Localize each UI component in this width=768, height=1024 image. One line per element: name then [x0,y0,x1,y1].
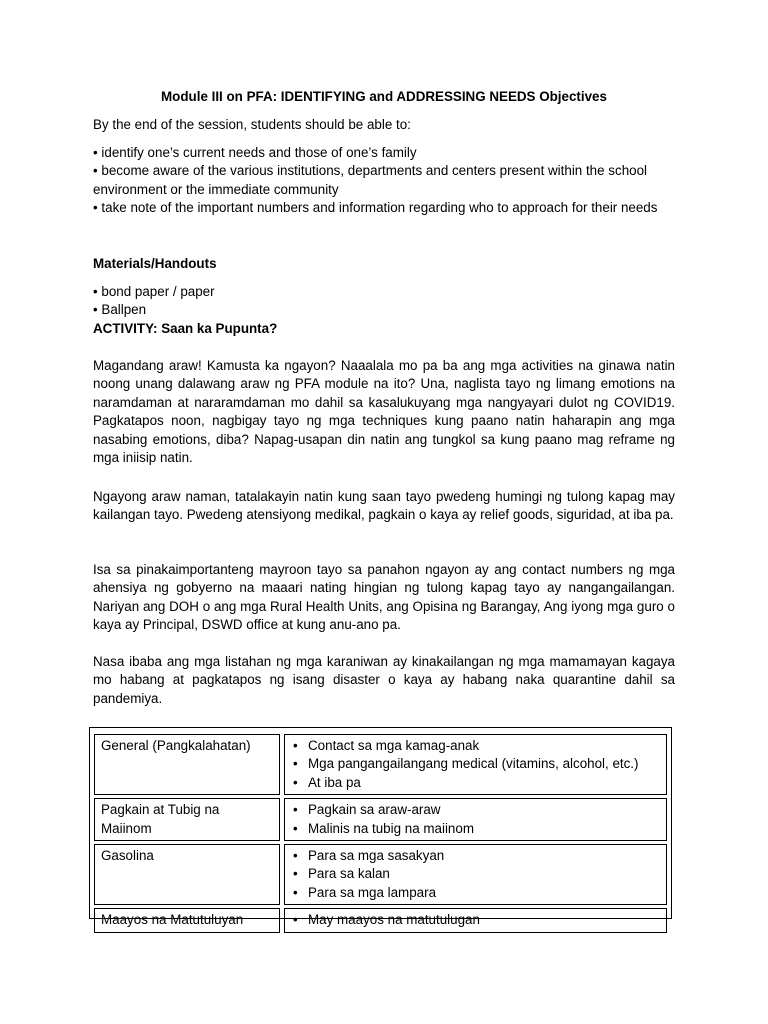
objective-item: • take note of the important numbers and information regarding who to approach for their needs [93,200,658,216]
table-items-cell [284,798,667,841]
table-row [94,844,667,905]
list-item: • At iba pa [293,774,660,792]
paragraph: Isa sa pinakaimportanteng mayroon tayo sa panahon ngayon ay ang contact numbers ng mga ahensiya ng gobyerno na maaari nating hingian ng tulong kapag tayo ay nangangailangan. Nariyan ang DOH o ang mga Rural Health Units, ang Opisina ng Barangay, Ang iyong mga guro o kaya ay Principal, DSWD office at kung anu-ano pa. [93,562,675,633]
list-item: • Para sa mga sasakyan [293,847,660,865]
paragraph: Nasa ibaba ang mga listahan ng mga karaniwan ay kinakailangan ng mga mamamayan kagaya mo habang at pagkatapos ng isang disaster o kaya ay habang naka quarantine dahil sa pandemiya. [93,654,675,706]
table-category-cell: Gasolina [94,844,280,905]
list-item: • Pagkain sa araw-araw [293,801,660,819]
list-item: • Mga pangangailangang medical (vitamins, alcohol, etc.) [293,755,660,773]
objectives-list [93,144,675,218]
table-items-cell [284,844,667,905]
objective-item: • identify one’s current needs and those of one’s family [93,145,417,160]
table-row [94,734,667,795]
materials-heading: Materials/Handouts [93,256,217,271]
activity-title: ACTIVITY: Saan ka Pupunta? [93,321,278,336]
list-item: • Para sa kalan [293,865,660,883]
list-item: • May maayos na matutulugan [293,911,660,929]
list-item: • Para sa mga lampara [293,884,660,902]
objective-item: • become aware of the various institutions, departments and centers present within the school environment or the immediate community [93,163,648,197]
table-category-cell: Pagkain at Tubig na Maiinom [94,798,280,841]
table-row [94,798,667,841]
paragraph: Magandang araw! Kamusta ka ngayon? Naaalala mo pa ba ang mga activities na ginawa natin noong unang dalawang araw ng PFA module na ito? Una, naglista tayo ng limang emotions na naramdaman at nararamdaman mo dahil sa kasalukuyang mga nangyayari dulot ng COVID19. Pagkatapos noon, nagbigay tayo ng mga techniques kung paano natin haharapin ang mga nasabing emotions, diba? Napag-usapan din natin ang tungkol sa kung paano mag reframe ng mga iniisip natin. [93,358,675,466]
table-items-cell [284,908,667,932]
material-item: • Ballpen [93,302,147,318]
table-category-cell: Maayos na Matutuluyan [94,908,280,932]
intro-text: By the end of the session, students should be able to: [93,117,411,132]
list-item: • Malinis na tubig na maiinom [293,820,660,838]
list-item: • Contact sa mga kamag-anak [293,737,660,755]
material-item: • bond paper / paper [93,284,215,299]
table-items-cell [284,734,667,795]
table-row [94,908,667,932]
paragraph: Ngayong araw naman, tatalakayin natin kung saan tayo pwedeng humingi ng tulong kapag may kailangan tayo. Pwedeng atensiyong medikal, pagkain o kaya ay relief goods, siguridad, at iba pa. [93,489,675,523]
document-title: Module III on PFA: IDENTIFYING and ADDRESSING NEEDS Objectives [161,89,607,104]
table-category-cell: General (Pangkalahatan) [94,734,280,795]
materials-list [93,283,215,320]
needs-table [89,727,672,928]
